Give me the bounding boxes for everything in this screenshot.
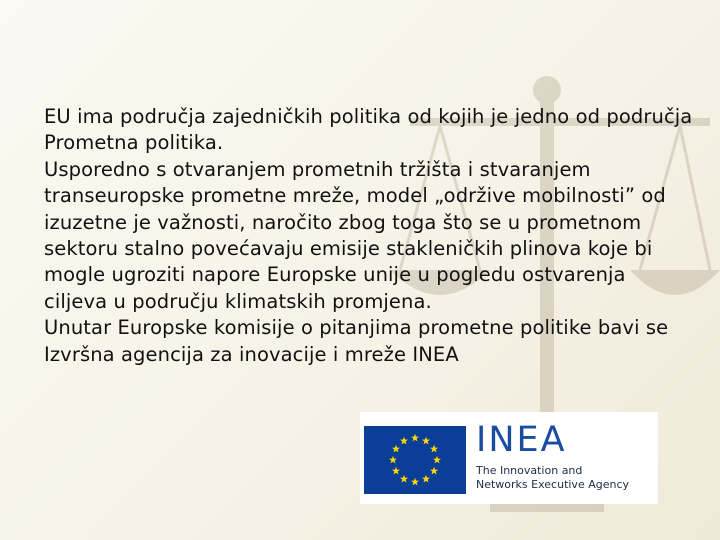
paragraph-3: Unutar Europske komisije o pitanjima prometne politike bavi se Izvršna agencija za inovacije i mreže INEA [44,316,669,366]
inea-logo-subtitle [476,464,656,492]
inea-subtitle-line-2: Networks Executive Agency [476,478,630,491]
slide-text [44,104,694,368]
eu-star-icon [392,467,400,475]
eu-star-icon [389,456,397,464]
eu-star-icon [392,445,400,453]
eu-star-icon [430,445,438,453]
paragraph-1: EU ima područja zajedničkih politika od kojih je jedno od područja Prometna politika. [44,105,693,155]
eu-star-icon [433,456,441,464]
eu-flag-icon [364,426,466,494]
inea-subtitle-line-1: The Innovation and [476,464,583,477]
paragraph-2: Usporedno s otvaranjem prometnih tržišta i stvaranjem transeuropske prometne mreže, model „održive mobilnosti” od izuzetne je važnosti, naročito zbog toga što se u prometnom sektoru stalno povećavaju emisije stakleničkih plinova koje bi mogle ugroziti napore Europske unije u pogledu ostvarenja ciljeva u području klimatskih promjena. [44,157,666,313]
eu-star-icon [411,478,419,486]
eu-star-icon [430,467,438,475]
eu-star-icon [400,475,408,483]
eu-star-icon [422,475,430,483]
eu-star-icon [411,434,419,442]
eu-star-icon [400,437,408,445]
inea-logo [360,412,658,504]
eu-star-icon [422,437,430,445]
inea-logo-title: INEA [476,420,567,460]
